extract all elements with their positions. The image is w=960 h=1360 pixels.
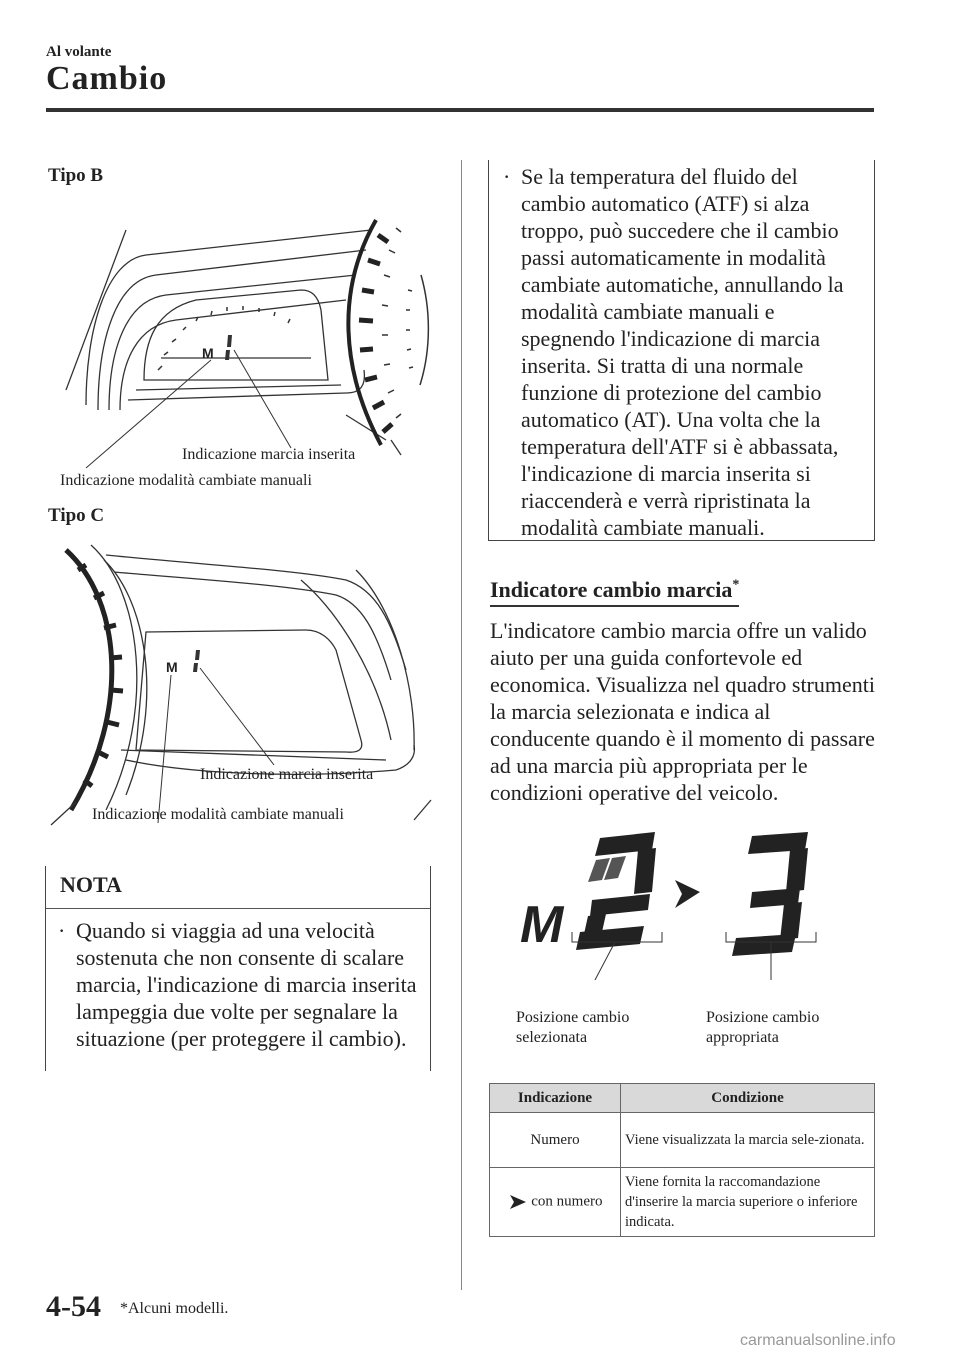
intro-paragraph: L'indicatore cambio marcia offre un valido aiuto per una guida confortevole ed economica. Visualizza nel quadro strumenti la marcia selezionata e indica al conducente quando è il momento di passare ad una marcia più appropriata per le condizioni operative del veicolo. bbox=[490, 618, 875, 805]
indication-table bbox=[489, 1083, 875, 1237]
table-header: Condizione bbox=[621, 1084, 875, 1113]
section-title: Al volante bbox=[46, 44, 112, 60]
digit-three bbox=[732, 832, 808, 956]
selected-gear-label bbox=[516, 1008, 629, 1048]
table-header: Indicazione bbox=[490, 1084, 621, 1113]
bullet-dot: · bbox=[58, 918, 66, 943]
column-divider bbox=[461, 160, 462, 1290]
tipo-b-label: Tipo B bbox=[48, 165, 104, 186]
appropriate-gear-label-line1: Posizione cambio bbox=[706, 1009, 820, 1026]
indication-with-number-text: con numero bbox=[531, 1193, 603, 1210]
table-header-row bbox=[490, 1084, 875, 1113]
nota-bullet-text: Quando si viaggia ad una velocità sostenuta che non consente di scalare marcia, l'indicazione di marcia inserita lampeggia due volte per segnalare la situazione (per proteggere il cambio). bbox=[76, 918, 417, 1051]
tipo-c-callout-mode: Indicazione modalità cambiate manuali bbox=[92, 806, 344, 823]
manual-mode-m: M bbox=[520, 896, 564, 954]
nota-heading: NOTA bbox=[60, 872, 122, 897]
tipo-b-gauge-m: M bbox=[202, 345, 214, 361]
table-row bbox=[490, 1168, 875, 1237]
some-models-mark: * bbox=[732, 577, 740, 593]
footnote: *Alcuni modelli. bbox=[120, 1300, 229, 1317]
atf-note-box bbox=[488, 160, 875, 541]
digit-two bbox=[576, 832, 656, 950]
atf-bullet-text: Se la temperatura del fluido del cambio automatico (ATF) si alza troppo, può succedere che il cambio passi automaticamente in modalità cambiate automatiche, annullando la modalità cambiate manuali e spegnendo l'indicazione di marcia inserita. Si tratta di una normale funzione di protezione del cambio automatico (AT). Una volta che la temperatura dell'ATF si è abbassata, l'indicazione di marcia inserita si riaccenderà e verrà ripristinata la modalità cambiate manuali. bbox=[521, 164, 844, 540]
table-cell-indication bbox=[490, 1168, 621, 1237]
header-rule bbox=[46, 108, 874, 112]
tipo-c-label: Tipo C bbox=[48, 505, 105, 526]
chapter-title: Cambio bbox=[46, 60, 168, 97]
selected-gear-label-line1: Posizione cambio bbox=[516, 1009, 630, 1026]
selected-gear-label-line2: selezionata bbox=[516, 1029, 588, 1046]
appropriate-gear-label-line2: appropriata bbox=[706, 1029, 779, 1046]
section-heading bbox=[490, 577, 739, 607]
bullet-dot: · bbox=[503, 164, 511, 189]
gear-shift-indicator-figure bbox=[500, 820, 870, 980]
table-cell-condition: Viene fornita la raccomandazione d'inserire la marcia superiore o inferiore indicata. bbox=[621, 1168, 875, 1237]
table-cell-indication: Numero bbox=[490, 1113, 621, 1168]
watermark: carmanualsonline.info bbox=[740, 1332, 896, 1349]
tipo-b-callout-mode: Indicazione modalità cambiate manuali bbox=[60, 472, 312, 489]
tipo-c-instrument-illustration bbox=[46, 540, 446, 840]
upshift-arrow-icon bbox=[675, 880, 700, 908]
appropriate-gear-label bbox=[706, 1008, 819, 1048]
nota-box bbox=[45, 866, 431, 1071]
table-cell-condition: Viene visualizzata la marcia sele-zionata. bbox=[621, 1113, 875, 1168]
arrow-icon bbox=[508, 1193, 528, 1211]
tipo-c-callout-gear: Indicazione marcia inserita bbox=[200, 766, 374, 783]
tipo-c-gauge-m: M bbox=[166, 659, 178, 675]
section-heading-text: Indicatore cambio marcia bbox=[490, 577, 733, 602]
page-number: 4-54 bbox=[46, 1290, 101, 1323]
tipo-b-callout-gear: Indicazione marcia inserita bbox=[182, 446, 356, 463]
table-row bbox=[490, 1113, 875, 1168]
